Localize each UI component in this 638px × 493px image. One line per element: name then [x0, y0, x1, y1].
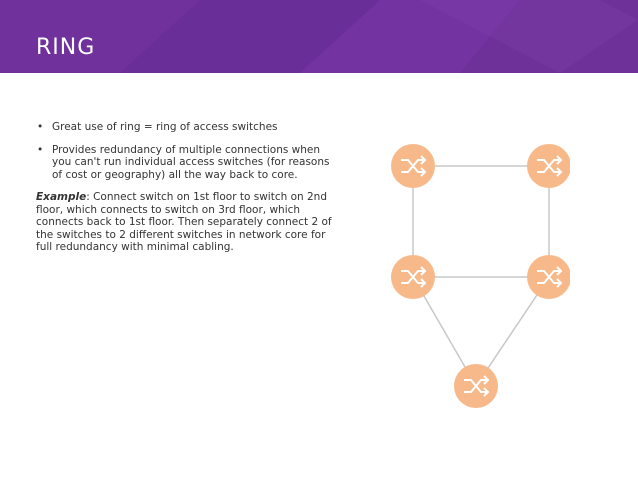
bullet-item	[36, 121, 336, 134]
bullet-marker: •	[37, 121, 44, 133]
bullet-text: Provides redundancy of multiple connections when you can't run individual access switches (for reasons of cost or geography) all the way back to core.	[52, 143, 330, 181]
header-bar	[0, 0, 638, 73]
slide-title: RING	[36, 35, 96, 60]
bullet-marker: •	[37, 143, 44, 156]
bullet-item	[36, 144, 336, 182]
switch-node	[527, 255, 570, 299]
example-text: : Connect switch on 1st floor to switch on 2nd floor, which connects to switch on 3rd floor, which connects back to 1st floor. Then separately connect 2 of the switches to 2 different switches in network core for full redundancy with minimal cabling.	[36, 191, 332, 253]
example-paragraph	[36, 191, 336, 254]
ring-diagram	[370, 130, 570, 420]
switch-node	[391, 144, 435, 188]
switch-node	[391, 255, 435, 299]
slide-body	[36, 121, 336, 254]
header-background	[0, 0, 638, 73]
bullet-text: Great use of ring = ring of access switches	[52, 121, 278, 133]
switch-node	[454, 364, 498, 408]
example-label: Example	[36, 191, 87, 203]
switch-node	[527, 144, 570, 188]
